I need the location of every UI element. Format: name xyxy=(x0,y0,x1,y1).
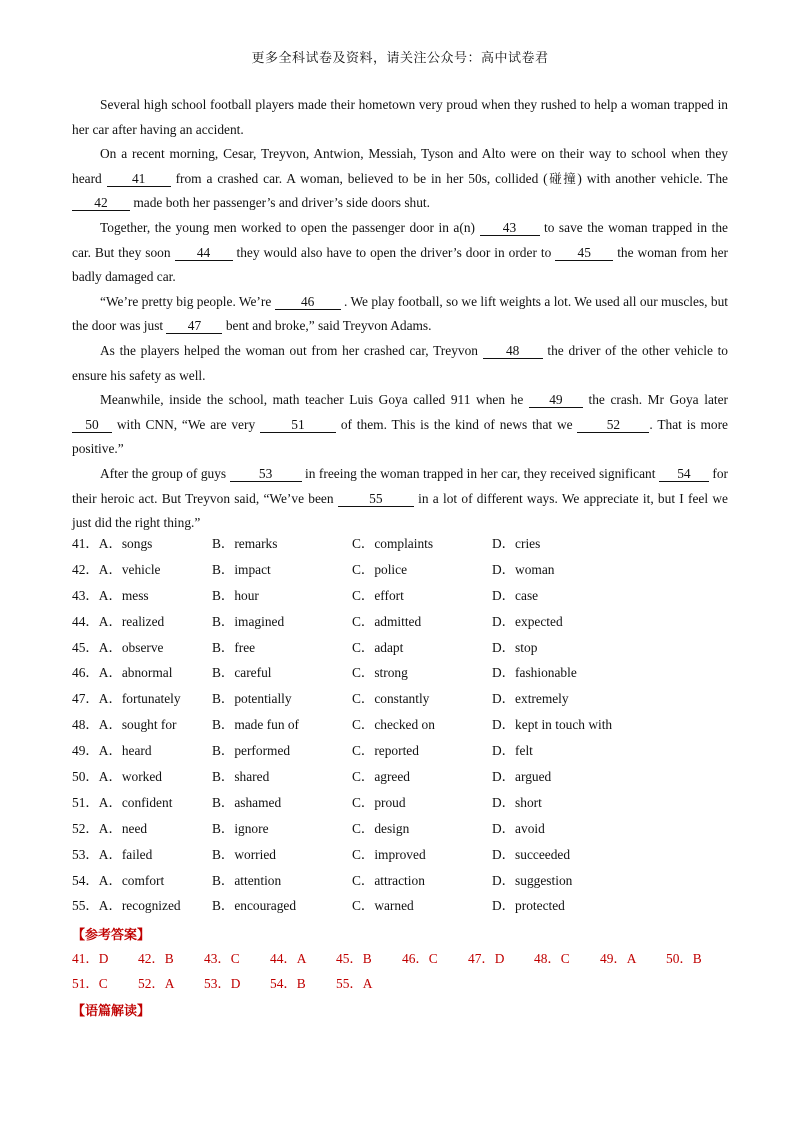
option-d: D．stop xyxy=(492,639,538,655)
blank-51: 51 xyxy=(260,417,336,433)
option-c: C．attraction xyxy=(352,872,425,888)
blank-42: 42 xyxy=(72,195,130,211)
option-a: 47．A．fortunately xyxy=(72,691,181,707)
option-row-46 xyxy=(72,662,732,688)
option-c: C．reported xyxy=(352,743,419,759)
option-a: 50．A．worked xyxy=(72,769,163,785)
option-d: D．extremely xyxy=(492,691,569,707)
option-c: C．agreed xyxy=(352,769,411,785)
answer-row-2 xyxy=(72,973,732,998)
option-b: B．worried xyxy=(212,846,276,862)
blank-47: 47 xyxy=(166,318,222,334)
blank-48: 48 xyxy=(483,343,543,359)
answer-item: 53．D xyxy=(204,976,241,991)
answer-item: 49．A xyxy=(600,951,637,966)
option-a: 41．A．songs xyxy=(72,536,153,551)
option-b: B．hour xyxy=(212,587,259,603)
option-c: C．admitted xyxy=(352,613,422,629)
paragraph-text: Together, the young men worked to open the passenger door in a(n) xyxy=(100,219,480,235)
blank-41: 41 xyxy=(107,171,171,187)
answer-options xyxy=(72,533,732,921)
answer-item: 45．B xyxy=(336,951,372,966)
paragraph-text: . We play football, so we lift weights a lot. We used all our muscles, but the door was just xyxy=(72,293,728,334)
paragraph-text: the driver of the other vehicle to ensure his safety as well. xyxy=(72,342,728,383)
blank-50: 50 xyxy=(72,417,112,433)
option-row-51 xyxy=(72,792,732,818)
cloze-passage xyxy=(72,93,728,536)
option-d: D．case xyxy=(492,587,539,603)
option-b: B．imagined xyxy=(212,613,285,629)
paragraph-text: “We’re pretty big people. We’re xyxy=(100,293,275,309)
option-row-55 xyxy=(72,895,732,921)
blank-49: 49 xyxy=(529,392,583,408)
option-row-54 xyxy=(72,870,732,896)
blank-46: 46 xyxy=(275,294,341,310)
answer-row-1 xyxy=(72,948,732,973)
option-c: C．proud xyxy=(352,794,406,810)
option-c: C．police xyxy=(352,561,408,577)
option-c: C．effort xyxy=(352,587,404,603)
paragraph-text: for their heroic act. But Treyvon said, “We’ve been xyxy=(72,465,729,506)
option-a: 49．A．heard xyxy=(72,743,152,759)
option-a: 55．A．recognized xyxy=(72,898,181,914)
option-c: C．strong xyxy=(352,665,408,681)
option-a: 52．A．need xyxy=(72,820,148,836)
option-b: B．shared xyxy=(212,769,270,785)
page-header: 更多全科试卷及资料，请关注公众号：高中试卷君 xyxy=(251,51,549,66)
paragraph-text: in a lot of different ways. We appreciate it, but I feel we just did the right thing.” xyxy=(72,490,728,531)
paragraph-text: from a crashed car. A woman, believed to be in her 50s, collided ( xyxy=(170,170,548,186)
answer-item: 44．A xyxy=(270,951,307,966)
option-d: D．felt xyxy=(492,743,533,759)
answer-item: 51．C xyxy=(72,976,108,991)
option-d: D．fashionable xyxy=(492,665,577,681)
option-a: 51．A．confident xyxy=(72,794,173,810)
answer-item: 54．B xyxy=(270,976,306,991)
option-row-43 xyxy=(72,585,732,611)
paragraph-text: Several high school football players made their hometown very proud when they rushed to help a woman trapped in her car after having an accident. xyxy=(72,97,728,137)
blank-52: 52 xyxy=(577,417,649,433)
blank-54: 54 xyxy=(659,466,709,482)
blank-53: 53 xyxy=(230,466,302,482)
answer-item: 46．C xyxy=(402,951,438,966)
answer-key-title: 【参考答案】 xyxy=(72,928,151,943)
option-row-53 xyxy=(72,844,732,870)
paragraph-text: ) with another vehicle. The xyxy=(577,170,728,186)
answer-item: 41．D xyxy=(72,951,109,966)
paragraph-text: . That is more positive.” xyxy=(72,416,728,457)
option-b: B．remarks xyxy=(212,536,278,551)
answer-item: 55．A xyxy=(336,976,373,991)
option-a: 48．A．sought for xyxy=(72,717,177,733)
option-b: B．encouraged xyxy=(212,898,297,914)
option-c: C．checked on xyxy=(352,717,435,733)
paragraph-3 xyxy=(72,216,728,290)
option-d: D．short xyxy=(492,794,542,810)
option-b: B．ignore xyxy=(212,820,269,836)
option-d: D．cries xyxy=(492,536,541,551)
option-row-45 xyxy=(72,637,732,663)
blank-44: 44 xyxy=(175,245,233,261)
blank-43: 43 xyxy=(480,220,540,236)
option-b: B．potentially xyxy=(212,691,292,707)
option-a: 43．A．mess xyxy=(72,587,149,603)
option-row-52 xyxy=(72,818,732,844)
paragraph-2 xyxy=(72,142,728,216)
option-row-44 xyxy=(72,611,732,637)
option-row-48 xyxy=(72,714,732,740)
paragraph-7 xyxy=(72,462,728,536)
paragraph-text: they would also have to open the driver’s door in order to xyxy=(232,244,556,260)
option-d: D．argued xyxy=(492,769,552,785)
paragraph-5 xyxy=(72,339,728,388)
option-c: C．adapt xyxy=(352,639,404,655)
paragraph-4 xyxy=(72,290,728,339)
option-d: D．suggestion xyxy=(492,872,573,888)
blank-45: 45 xyxy=(555,245,613,261)
option-row-47 xyxy=(72,688,732,714)
answer-item: 42．B xyxy=(138,951,174,966)
option-a: 54．A．comfort xyxy=(72,872,165,888)
paragraph-text: Meanwhile, inside the school, math teacher Luis Goya called 911 when he xyxy=(100,392,529,408)
option-a: 53．A．failed xyxy=(72,846,153,862)
reading-analysis-title: 【语篇解读】 xyxy=(72,1004,151,1019)
option-c: C．warned xyxy=(352,898,414,914)
option-row-41 xyxy=(72,533,732,559)
paragraph-text: to save the woman trapped in the car. But they soon xyxy=(72,219,728,260)
option-row-50 xyxy=(72,766,732,792)
paragraph-text: As the players helped the woman out from her crashed car, Treyvon xyxy=(100,342,483,358)
option-a: 42．A．vehicle xyxy=(72,561,161,577)
option-c: C．design xyxy=(352,820,410,836)
option-c: C．complaints xyxy=(352,536,434,551)
option-b: B．impact xyxy=(212,561,271,577)
option-c: C．constantly xyxy=(352,691,430,707)
answer-item: 43．C xyxy=(204,951,240,966)
option-d: D．succeeded xyxy=(492,846,571,862)
option-d: D．expected xyxy=(492,613,563,629)
paragraph-text: After the group of guys xyxy=(100,465,230,481)
paragraph-1 xyxy=(72,93,728,142)
option-d: D．woman xyxy=(492,561,555,577)
paragraph-text: the crash. Mr Goya later xyxy=(582,392,729,408)
paragraph-text: of them. This is the kind of news that we xyxy=(336,416,578,432)
answer-item: 52．A xyxy=(138,976,175,991)
paragraph-text: the woman from her badly damaged car. xyxy=(72,244,729,285)
paragraph-6 xyxy=(72,388,728,462)
option-b: B．made fun of xyxy=(212,717,300,733)
blank-55: 55 xyxy=(338,491,414,507)
option-d: D．avoid xyxy=(492,820,545,836)
answer-key xyxy=(72,948,732,998)
option-c: C．improved xyxy=(352,846,426,862)
option-b: B．free xyxy=(212,639,256,655)
answer-item: 50．B xyxy=(666,951,702,966)
option-b: B．ashamed xyxy=(212,794,282,810)
option-row-49 xyxy=(72,740,732,766)
paragraph-text: in freeing the woman trapped in her car, they received significant xyxy=(301,465,659,481)
option-b: B．careful xyxy=(212,665,272,681)
option-a: 45．A．observe xyxy=(72,639,164,655)
option-a: 44．A．realized xyxy=(72,613,165,629)
paragraph-text: On a recent morning, Cesar, Treyvon, Antwion, Messiah, Tyson and Alto were on their way to school when they heard xyxy=(72,146,728,186)
option-b: B．performed xyxy=(212,743,291,759)
option-b: B．attention xyxy=(212,872,282,888)
chinese-gloss: 碰撞 xyxy=(547,170,578,186)
paragraph-text: bent and broke,” said Treyvon Adams. xyxy=(222,318,432,334)
paragraph-text: with CNN, “We are very xyxy=(112,416,260,432)
option-a: 46．A．abnormal xyxy=(72,665,173,681)
answer-item: 48．C xyxy=(534,951,570,966)
option-d: D．protected xyxy=(492,898,565,914)
option-d: D．kept in touch with xyxy=(492,717,613,733)
paragraph-text: made both her passenger’s and driver’s side doors shut. xyxy=(130,195,430,211)
answer-item: 47．D xyxy=(468,951,505,966)
option-row-42 xyxy=(72,559,732,585)
